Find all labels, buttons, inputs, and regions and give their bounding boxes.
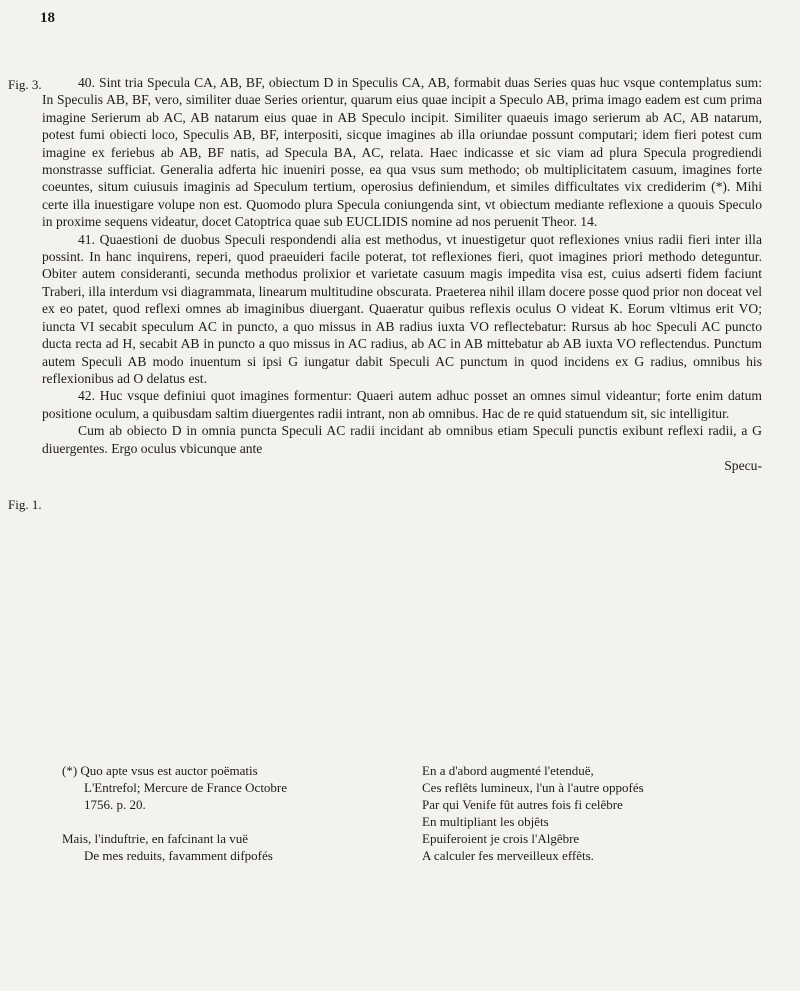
paragraph-41: 41. Quaestioni de duobus Speculi respondendi alia est methodus, vt inuestigetur quot reflexiones vnius radii fieri inter illa possint. In hanc inquirens, reperi, quod praeuideri facile poterat, tot reflexiones fieri, quot imagines priori methodo deteguntur. Obiter autem consideranti, secunda methodus prolixior et varietate casuum magis impedita visa est, cuius adserti fidem faciunt Traberi, illa interdum vsi diagrammata, linearum multitudine obscurata. Praeterea nihil illam docere posse quod prior non doceat vel ex eo patet, quod reflexi omnes ab imaginibus diuergant. Quaeratur quibus reflexis oculus O videat K. Eorum vltimus erit VO; iuncta VI secabit speculum AC in puncto, a quo missus in AB radius iuxta VO reflectebatur: Rursus ab hoc Speculi AC puncto ducta recta ad H, secabit AB in puncto a quo missus in AC radius, ab AC in AB mittebatur ab AB iuxta VO reflectendus. Punctum autem Speculi AB modo inuentum si ipsi G iungatur dabit Speculi AC punctum in quod incidens ex G radius, omnibus his reflexionibus ad O delatus est. [42, 231, 762, 386]
paragraph-continuation: Cum ab obiecto D in omnia puncta Speculi AC radii incidant ab omnibus etiam Speculi punctis exibunt reflexi radii, a G diuergentes. Ergo oculus vbicunque ante [42, 423, 762, 456]
footnote-line: De mes reduits, favamment difpofés [84, 848, 273, 863]
footnote-spacer [62, 813, 402, 830]
footnote [62, 762, 752, 864]
figure-reference-3: Fig. 3. [8, 77, 42, 92]
footnote-line: En multipliant les objêts [422, 814, 549, 829]
footnote-line: A calculer fes merveilleux effêts. [422, 848, 594, 863]
page-number: 18 [40, 10, 55, 26]
catchword: Specu- [724, 457, 762, 473]
body-text [42, 74, 762, 474]
footnote-line: Epuiferoient je crois l'Algêbre [422, 831, 580, 846]
footnote-line: L'Entrefol; Mercure de France Octobre [84, 780, 288, 795]
paragraph-40: 40. Sint tria Specula CA, AB, BF, obiectum D in Speculis CA, AB, formabit duas Series quas huc vsque contemplatus sum: In Speculis AB, BF, vero, similiter duae Series orientur, quarum eius quae incipit a Speculo AB, prima imago eadem est cum prima imagine Serierum ab AC, AB natarum eius quae in AB Speculo incipit. Similiter quaeuis imago serierum ab AC, AB natarum, potest fumi obiecti loco, Speculis AB, BF, interpositi, sicque imagines ab illa oriundae possunt computari; idem fieri potest cum imagine ex feriebus ab AB, BF natis, ad Specula BA, AC, relata. Haec indicasse et sic viam ad plura Specula progrediendi monstrasse sufficiat. Generalia adferta hic inueniri posse, ea qua vsus sum methodo; ob multiplicitatem casuum, imagines forte coeuntes, situm cuiusuis imaginis ad Speculum tertium, operosius definiendum, et similes difficultates vix crediderim (*). Mihi certe illa inuestigare volupe non est. Quomodo plura Specula coniungenda sint, vt obiectum mediante reflexione a quouis Speculo in proxime sequens videatur, docet Catoptrica quae sub EUCLIDIS nomine ad nos peruenit Theor. 14. [42, 75, 762, 230]
footnote-line: (*) Quo apte vsus est auctor poëmatis [62, 763, 258, 778]
paragraph-42: 42. Huc vsque definiui quot imagines formentur: Quaeri autem adhuc posset an omnes simul videantur; forte enim datum positione oculum, a quibusdam saltim diuergentes radii intrant, non ab omnibus. Hac de re quid statuendum sit, sic intelligitur. [42, 388, 762, 421]
footnote-line: En a d'abord augmenté l'etenduë, [422, 763, 594, 778]
footnote-right-column [422, 762, 752, 864]
figure-reference-1: Fig. 1. [8, 497, 42, 512]
footnote-line: 1756. p. 20. [84, 797, 146, 812]
footnote-line: Mais, l'induftrie, en fafcinant la vuë [62, 831, 249, 846]
footnote-left-column [62, 762, 402, 864]
footnote-line: Par qui Venife fût autres fois fi celêbre [422, 797, 623, 812]
footnote-line: Ces reflêts lumineux, l'un à l'autre oppofés [422, 780, 644, 795]
